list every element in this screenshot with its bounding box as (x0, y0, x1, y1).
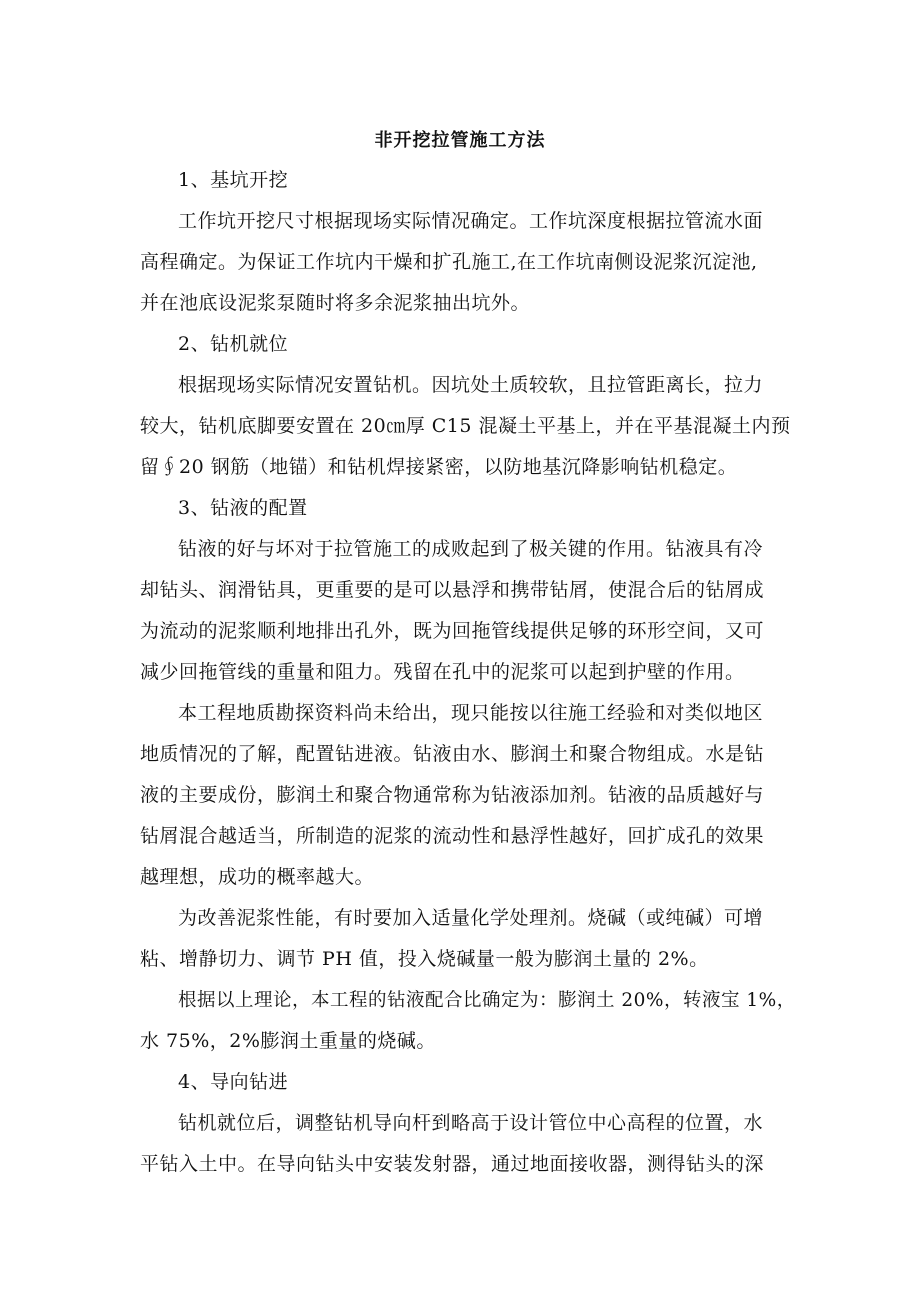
body-line: 减少回拖管线的重量和阻力。残留在孔中的泥浆可以起到护壁的作用。 (140, 661, 745, 683)
document-title: 非开挖拉管施工方法 (374, 130, 546, 151)
body-line: 水 75%，2%膨润土重量的烧碱。 (140, 1030, 436, 1052)
body-line: 根据现场实际情况安置钻机。因坑处土质较软，且拉管距离长，拉力 (178, 374, 764, 396)
body-line: 越理想，成功的概率越大。 (140, 866, 375, 888)
body-line: 较大，钻机底脚要安置在 20㎝厚 C15 混凝土平基上，并在平基混凝土内预 (140, 415, 791, 437)
body-line: 钻液的好与坏对于拉管施工的成败起到了极关键的作用。钻液具有冷 (178, 538, 764, 560)
body-line: 高程确定。为保证工作坑内干燥和扩孔施工,在工作坑南侧设泥浆沉淀池, (140, 251, 758, 273)
heading-1: 1、基坑开挖 (178, 169, 289, 191)
body-line: 为流动的泥浆顺利地排出孔外，既为回拖管线提供足够的环形空间，又可 (140, 620, 765, 642)
body-line: 钻机就位后，调整钻机导向杆到略高于设计管位中心高程的位置，水 (178, 1112, 764, 1134)
heading-3: 3、钻液的配置 (178, 497, 308, 519)
body-line: 留∮20 钢筋（地锚）和钻机焊接紧密，以防地基沉降影响钻机稳定。 (140, 456, 738, 478)
body-line: 为改善泥浆性能，有时要加入适量化学处理剂。烧碱（或纯碱）可增 (178, 907, 764, 929)
body-line: 平钻入土中。在导向钻头中安装发射器，通过地面接收器，测得钻头的深 (140, 1153, 765, 1175)
body-line: 根据以上理论，本工程的钻液配合比确定为：膨润土 20%，转液宝 1%， (178, 990, 796, 1011)
body-line: 粘、增静切力、调节 PH 值，投入烧碱量一般为膨润土量的 2%。 (140, 948, 709, 970)
document-body (140, 160, 800, 1185)
body-line: 液的主要成份，膨润土和聚合物通常称为钻液添加剂。钻液的品质越好与 (140, 784, 765, 806)
body-line: 并在池底设泥浆泵随时将多余泥浆抽出坑外。 (140, 292, 531, 314)
heading-2: 2、钻机就位 (178, 333, 289, 355)
body-line: 工作坑开挖尺寸根据现场实际情况确定。工作坑深度根据拉管流水面 (178, 210, 764, 232)
body-line: 钻屑混合越适当，所制造的泥浆的流动性和悬浮性越好，回扩成孔的效果 (140, 825, 765, 847)
heading-4: 4、导向钻进 (178, 1071, 289, 1093)
body-line: 本工程地质勘探资料尚未给出，现只能按以往施工经验和对类似地区 (178, 702, 764, 724)
body-line: 地质情况的了解，配置钻进液。钻液由水、膨润土和聚合物组成。水是钻 (140, 743, 765, 765)
body-line: 却钻头、润滑钻具，更重要的是可以悬浮和携带钻屑，使混合后的钻屑成 (140, 579, 765, 601)
